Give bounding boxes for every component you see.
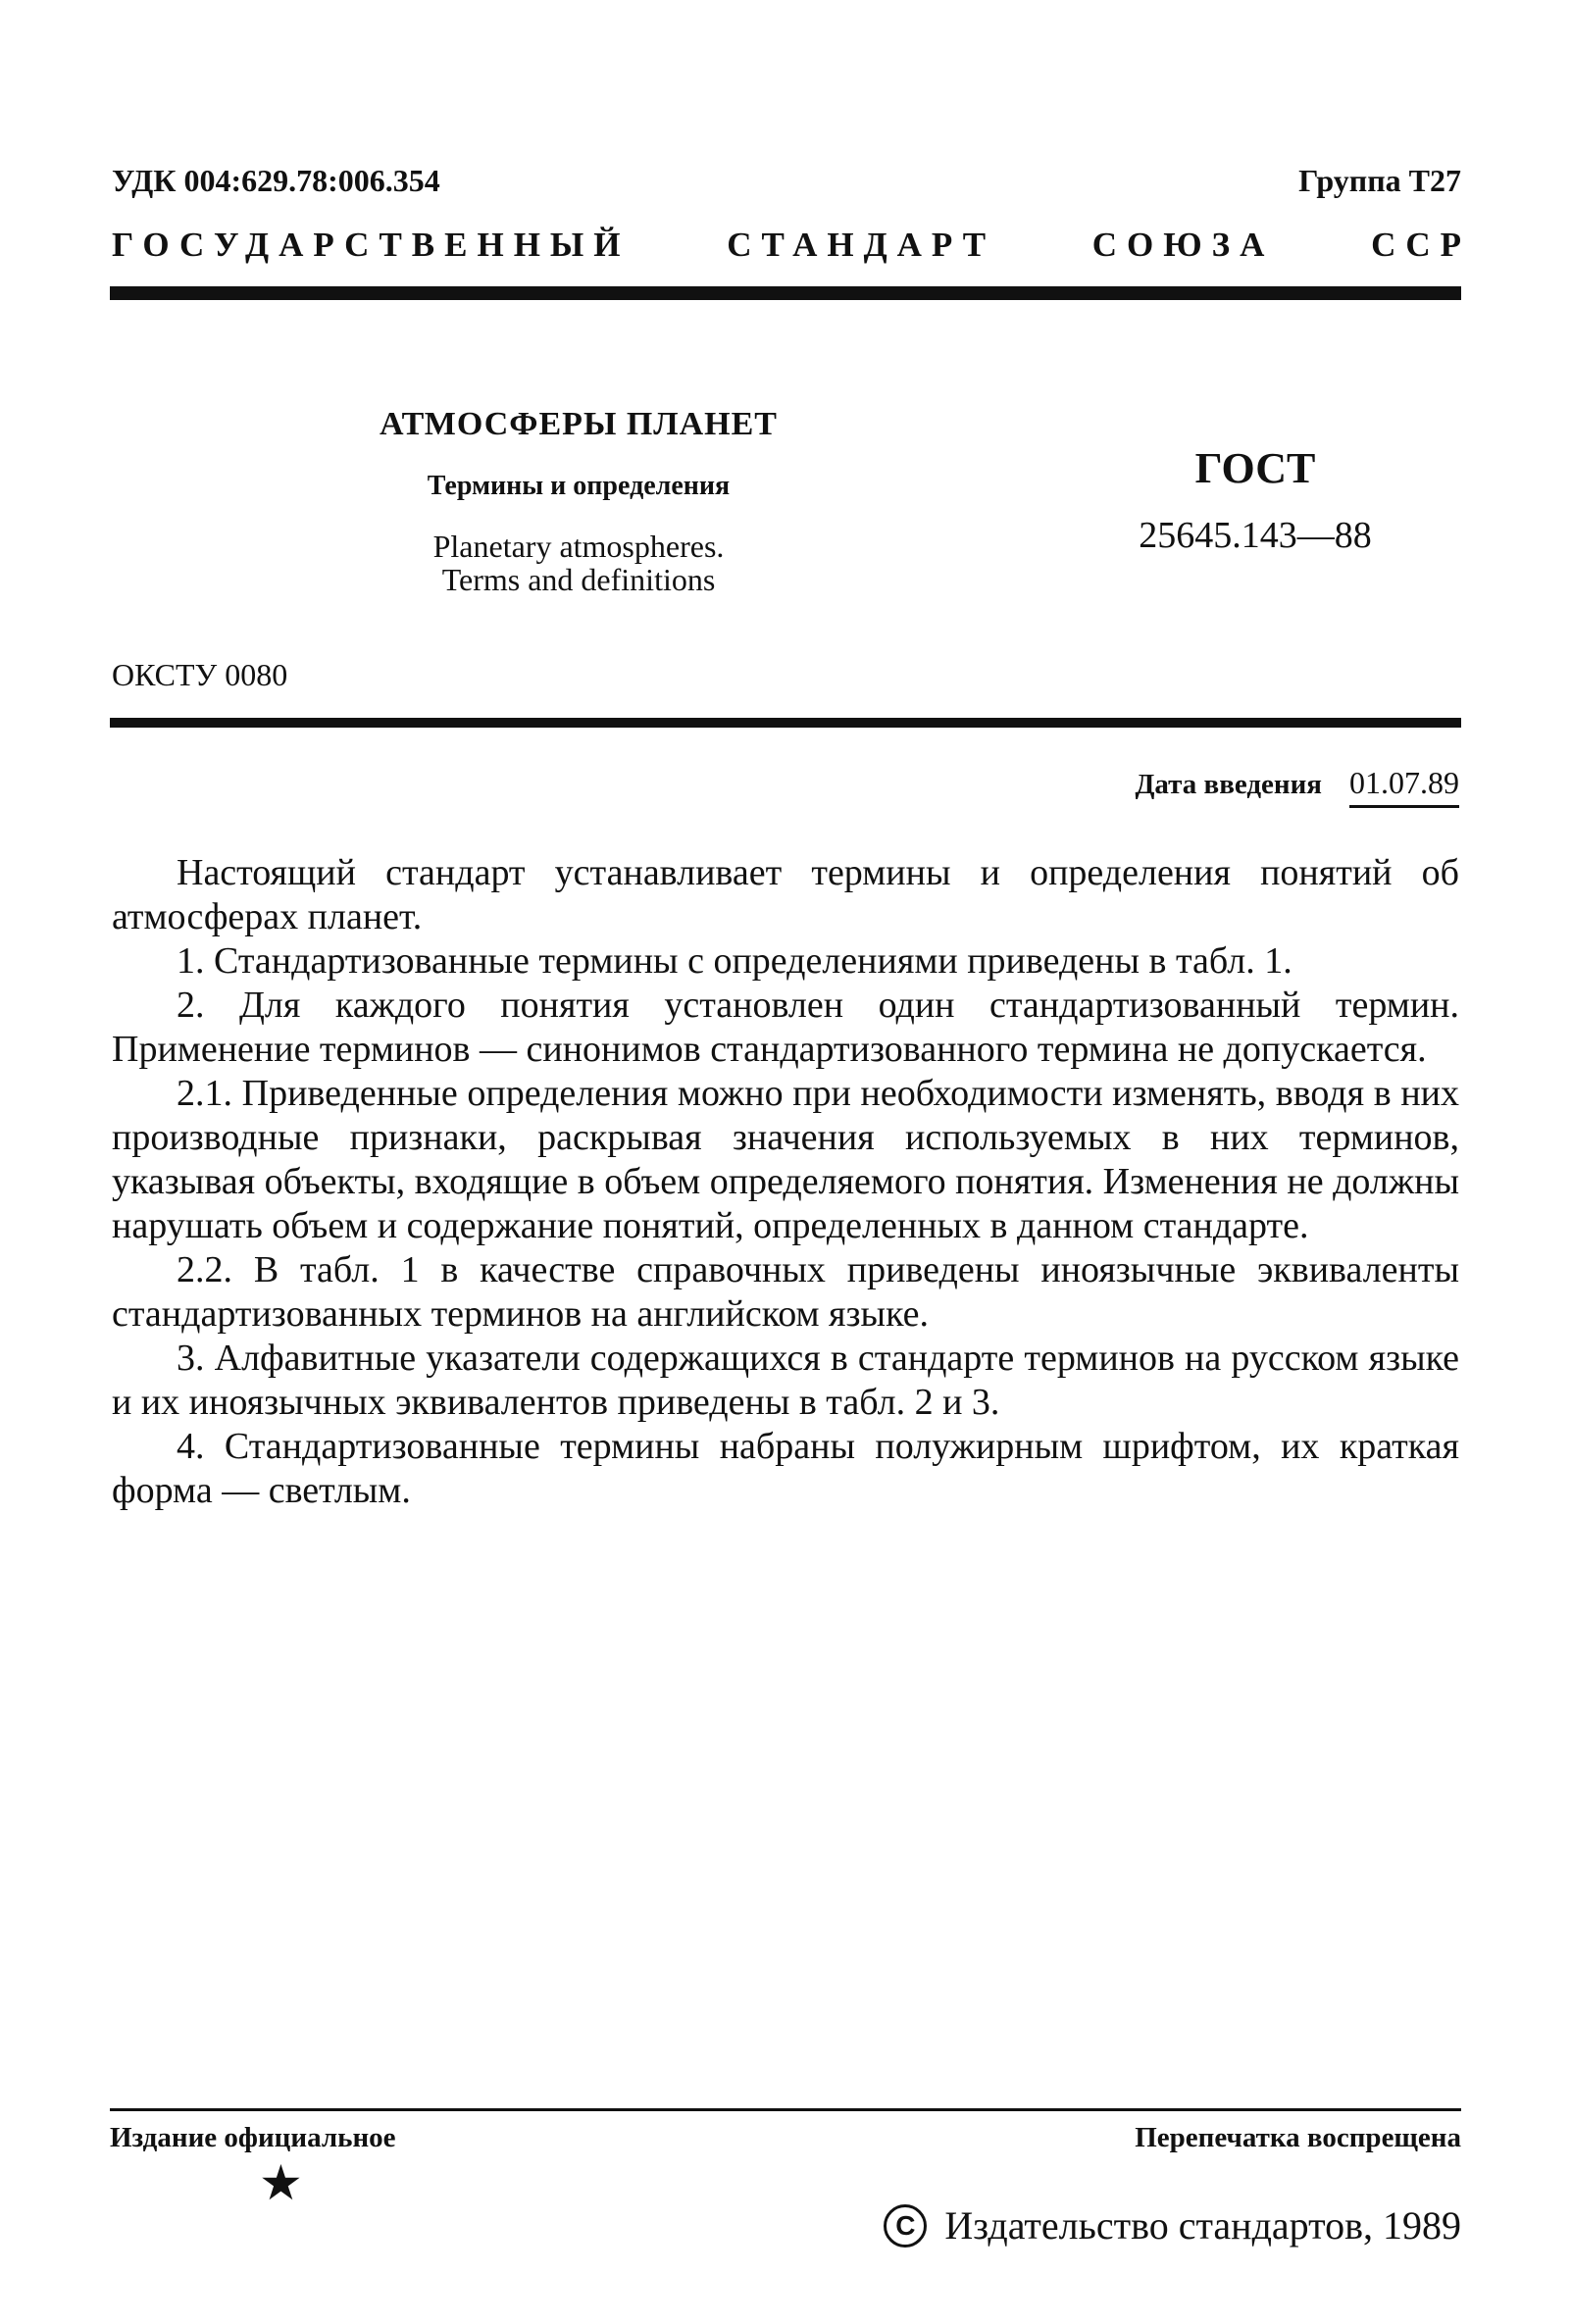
effective-date [1135, 765, 1459, 808]
standard-banner [112, 226, 1471, 275]
udk-code: УДК 004:629.78:006.354 [112, 163, 440, 198]
official-edition-note: Издание официальное [110, 2122, 396, 2153]
clause-4: 4. Стандартизованные термины набраны полужирным шрифтом, их краткая форма — светлым. [112, 1426, 1459, 1511]
group-code: Группа Т27 [1298, 163, 1461, 198]
middle-rule-divider [110, 718, 1461, 728]
banner-word-3: СОЮЗА [1091, 226, 1275, 264]
gost-label: ГОСТ [1194, 444, 1316, 492]
effective-date-value: 01.07.89 [1349, 765, 1459, 808]
reprint-prohibited-note: Перепечатка воспрещена [1135, 2122, 1461, 2153]
english-title-line-1: Planetary atmospheres. [432, 529, 725, 564]
bottom-rule-divider [110, 2108, 1461, 2111]
publisher-text: Издательство стандартов, 1989 [944, 2203, 1461, 2248]
document-title: АТМОСФЕРЫ ПЛАНЕТ [380, 406, 778, 442]
banner-word-4: ССР [1371, 226, 1471, 264]
document-title-english [368, 530, 789, 596]
effective-date-label: Дата введения [1135, 769, 1322, 800]
gost-number: 25645.143—88 [1139, 515, 1372, 556]
clause-2: 2. Для каждого понятия установлен один стандартизованный термин. Применение терминов — синонимов стандартизованного термина не допускается. [112, 985, 1459, 1070]
okstu-code: ОКСТУ 0080 [112, 657, 288, 692]
banner-word-2: СТАНДАРТ [727, 226, 996, 264]
star-icon: ★ [259, 2155, 303, 2210]
clause-3: 3. Алфавитные указатели содержащихся в стандарте терминов на русском языке и их иноязычных эквивалентов приведены в табл. 2 и 3. [112, 1338, 1459, 1423]
clause-2-1: 2.1. Приведенные определения можно при необходимости изменять, вводя в них производные признаки, раскрывая значения используемых в них терминов, указывая объекты, входящие в объем определяемого понятия. Изменения не должны нарушать объем и содержание понятий, определенных в данном стандарте. [112, 1073, 1459, 1246]
top-rule-divider [110, 286, 1461, 300]
english-title-line-2: Terms and definitions [441, 562, 716, 597]
banner-word-1: ГОСУДАРСТВЕННЫЙ [112, 226, 631, 264]
document-subtitle: Термины и определения [427, 471, 731, 501]
body-text [112, 851, 1459, 1513]
clause-2-2: 2.2. В табл. 1 в качестве справочных приведены иноязычные эквиваленты стандартизованных терминов на английском языке. [112, 1249, 1459, 1335]
copyright-icon: C [884, 2204, 927, 2248]
clause-1: 1. Стандартизованные термины с определениями приведены в табл. 1. [177, 940, 1292, 982]
intro-paragraph: Настоящий стандарт устанавливает термины и определения понятий об атмосферах планет. [112, 852, 1459, 937]
copyright-line [884, 2202, 1461, 2248]
